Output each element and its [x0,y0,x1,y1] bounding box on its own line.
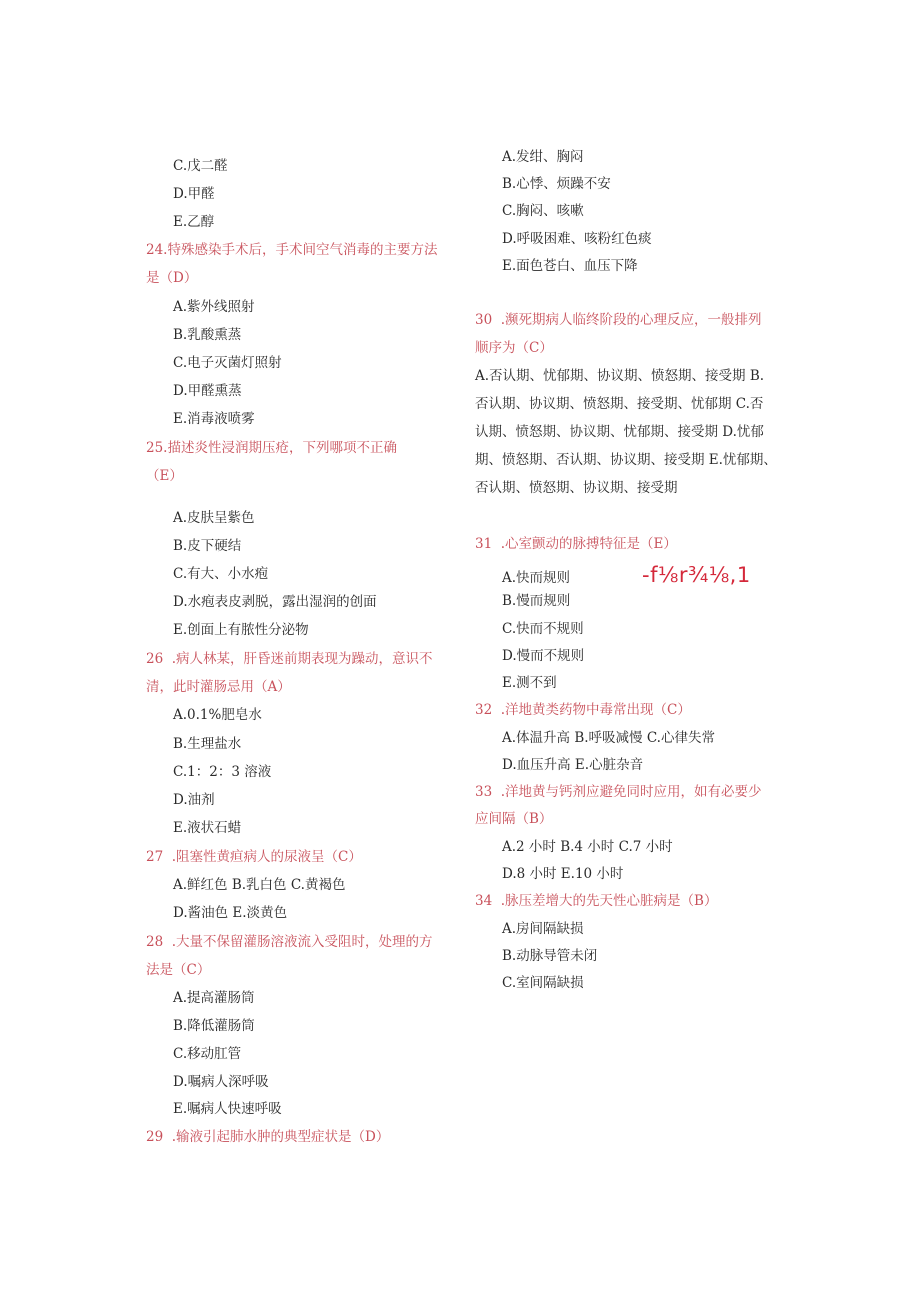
option-line: E.乙醇 [173,214,215,230]
option-line: C.1：2：3 溶液 [173,764,272,780]
option-line: D.甲醛熏蒸 [173,383,242,399]
option-line: E.测不到 [502,675,557,691]
option-line: B.皮下硬结 [173,538,242,554]
option-line: E.面色苍白、血压下降 [502,258,638,274]
option-line: B.慢而规则 [502,593,571,609]
option-line: A.快而规则 [502,570,571,586]
question-line: 31 .心室颤动的脉搏特征是（E） [475,536,677,552]
option-line: E.消毒液喷雾 [173,411,255,427]
option-line: B.心悸、烦躁不安 [502,176,611,192]
option-line: C.快而不规则 [502,621,584,637]
option-line: D.酱油色 E.淡黄色 [173,905,288,921]
question-line: 29 .输液引起肺水肿的典型症状是（D） [146,1129,390,1145]
option-line: D.水疱表皮剥脱，露出湿润的创面 [173,594,377,610]
option-line: D.甲醛 [173,186,215,202]
option-line: D.慢而不规则 [502,648,585,664]
option-line: A.发绀、胸闷 [502,149,584,165]
question-line: 28 .大量不保留灌肠溶液流入受阻时，处理的方 [146,934,433,950]
option-line: C.电子灭菌灯照射 [173,355,282,371]
option-line: D.油剂 [173,792,215,808]
option-line: C.室间隔缺损 [502,975,584,991]
option-line: 期、愤怒期、否认期、协议期、接受期 E.忧郁期、 [475,452,777,468]
option-line: D.8 小时 E.10 小时 [502,866,624,882]
option-line: 否认期、愤怒期、协议期、接受期 [475,480,678,496]
question-line: 26 .病人林某，肝昏迷前期表现为躁动，意识不 [146,651,433,667]
option-line: C.移动肛管 [173,1046,242,1062]
question-line: 是（D） [146,270,198,286]
question-line: 24.特殊感染手术后，手术间空气消毒的主要方法 [146,242,438,258]
option-line: C.戊二醛 [173,158,228,174]
option-line: E.创面上有脓性分泌物 [173,622,309,638]
question-line: 27 .阻塞性黄疸病人的尿液呈（C） [146,849,362,865]
option-line: D.血压升高 E.心脏杂音 [502,757,644,773]
option-line: D.呼吸困难、咳粉红色痰 [502,231,652,247]
question-line: 32 .洋地黄类药物中毒常出现（C） [475,702,691,718]
question-line: 清，此时灌肠忌用（A） [146,679,291,695]
option-line: C.有大、小水疱 [173,566,269,582]
option-line: A.房间隔缺损 [502,921,584,937]
option-line: E.嘱病人快速呼吸 [173,1101,282,1117]
option-line: 认期、愤怒期、协议期、忧郁期、接受期 D.忧郁 [475,424,764,440]
question-line: （E） [146,468,183,484]
option-line: A.体温升高 B.呼吸减慢 C.心律失常 [502,730,715,746]
option-line: A.皮肤呈紫色 [173,510,255,526]
option-line: D.嘱病人深呼吸 [173,1074,269,1090]
option-line: A.2 小时 B.4 小时 C.7 小时 [502,839,673,855]
question-line: 34 .脉压差增大的先天性心脏病是（B） [475,893,718,909]
option-line: A.0.1%肥皂水 [173,707,262,723]
option-line: B.生理盐水 [173,736,242,752]
option-line: B.动脉导管未闭 [502,948,598,964]
question-line: 法是（C） [146,962,211,978]
option-line: C.胸闷、咳嗽 [502,203,584,219]
option-line: A.紫外线照射 [173,299,255,315]
option-line: 否认期、协议期、愤怒期、接受期、忧郁期 C.否 [475,396,764,412]
handwritten-annotation: -f⅛r¾⅛,1 [642,563,751,587]
option-line: B.降低灌肠筒 [173,1018,255,1034]
option-line: A.提高灌肠筒 [173,990,255,1006]
question-line: 30 .濒死期病人临终阶段的心理反应，一般排列 [475,312,762,328]
option-line: E.液状石蜡 [173,820,242,836]
question-line: 应间隔（B） [475,811,553,827]
option-line: B.乳酸熏蒸 [173,327,242,343]
option-line: A.否认期、忧郁期、协议期、愤怒期、接受期 B. [475,368,765,384]
option-line: A.鲜红色 B.乳白色 C.黄褐色 [173,877,346,893]
question-line: 33 .洋地黄与钙剂应避免同时应用，如有必要少 [475,784,762,800]
question-line: 25.描述炎性浸润期压疮，下列哪项不正确 [146,440,397,456]
question-line: 顺序为（C） [475,340,553,356]
